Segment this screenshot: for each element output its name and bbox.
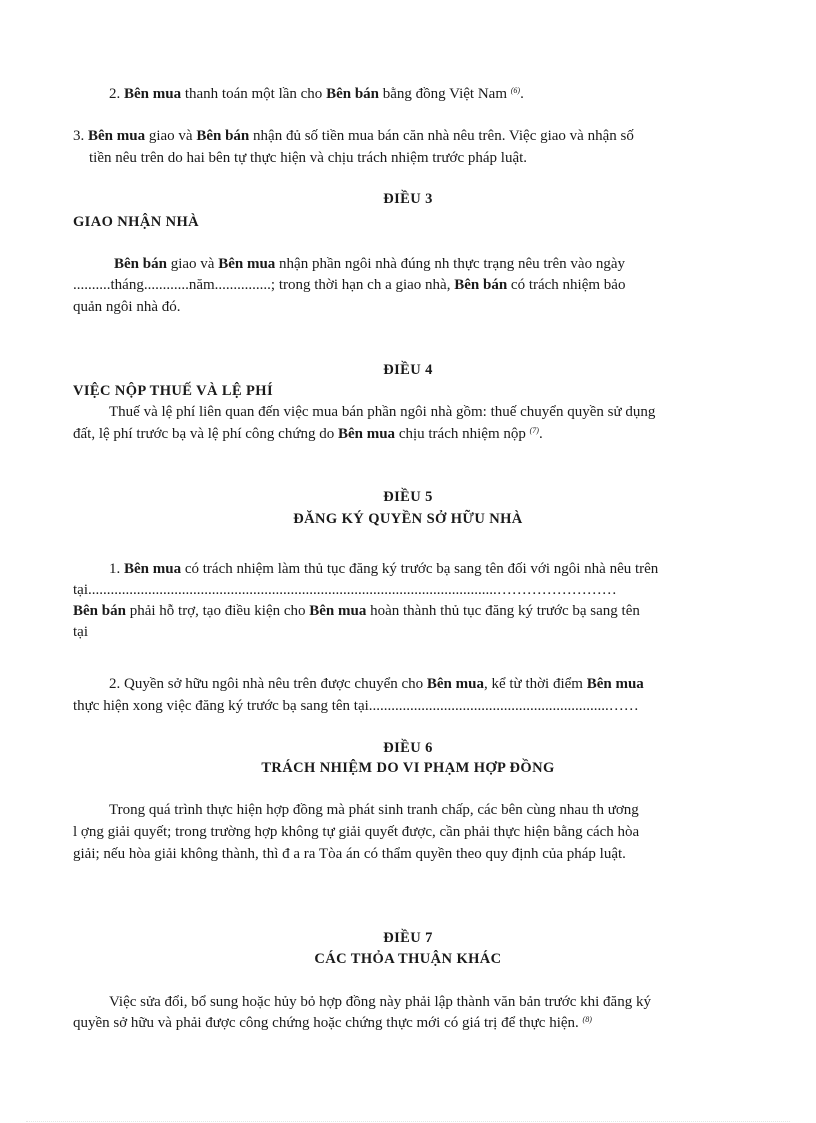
footnote-marker: (6) — [510, 86, 521, 95]
paragraph-text: . — [520, 86, 524, 102]
clause-3-paragraph-line-2: tiền nêu trên do hai bên tự thực hiện và chịu trách nhiệm trước pháp luật. — [89, 150, 528, 166]
paragraph-text: hoàn thành thủ tục đăng ký trước bạ sang tên — [366, 603, 640, 619]
paragraph-text: chịu trách nhiệm nộp — [395, 426, 530, 442]
article-5-item-1-line-1 — [109, 559, 658, 579]
article-3-number: ĐIỀU 3 — [383, 191, 433, 207]
party-seller: Bên bán — [196, 128, 250, 144]
party-buyer: Bên mua — [218, 256, 276, 272]
paragraph-text: có trách nhiệm bảo — [507, 277, 626, 293]
article-4-line-1: Thuế và lệ phí liên quan đến việc mua bán phần ngôi nhà gồm: thuế chuyển quyền sử dụng — [109, 404, 656, 420]
item-number: 1. — [109, 561, 121, 577]
footnote-marker: (8) — [582, 1015, 592, 1024]
article-5-item-1-line-3 — [73, 601, 640, 621]
party-seller: Bên bán — [114, 256, 167, 272]
paragraph-text: bằng đồng Việt Nam — [379, 86, 511, 102]
clause-2-paragraph — [109, 84, 524, 104]
paragraph-text: phải hỗ trợ, tạo điều kiện cho — [125, 603, 310, 619]
party-buyer: Bên mua — [337, 426, 396, 442]
paragraph-text: , kể từ thời điểm — [483, 676, 587, 692]
footnote-marker: (7) — [529, 426, 539, 435]
clause-3-paragraph-line-1 — [73, 126, 634, 146]
article-6-line-2: l ợng giải quyết; trong trường hợp không tự giải quyết được, cần phải thực hiện bằng cách hòa — [73, 824, 640, 840]
article-3-line-3: quản ngôi nhà đó. — [73, 299, 181, 315]
paragraph-text: ..........tháng............năm...............; trong thời hạn ch a giao nhà, — [73, 277, 455, 293]
party-buyer: Bên mua — [88, 128, 146, 144]
article-3-line-1 — [114, 254, 625, 274]
paragraph-text: nhận đủ số tiền mua bán căn nhà nêu trên. Việc giao và nhận số — [249, 128, 634, 144]
paragraph-text: Quyền sở hữu ngôi nhà nêu trên được chuyển cho — [120, 676, 427, 692]
article-5-item-2-line-1 — [109, 674, 644, 694]
article-7-title: CÁC THỎA THUẬN KHÁC — [314, 951, 502, 967]
party-seller: Bên bán — [326, 86, 380, 102]
paragraph-text: giao và — [145, 128, 197, 144]
article-4-title: VIỆC NỘP THUẾ VÀ LỆ PHÍ — [73, 383, 274, 399]
party-seller: Bên bán — [73, 603, 126, 619]
article-5-number: ĐIỀU 5 — [383, 489, 433, 505]
article-4-line-2 — [73, 424, 543, 444]
item-number: 3. — [73, 128, 85, 144]
party-buyer: Bên mua — [309, 603, 367, 619]
article-6-line-3: giải; nếu hòa giải không thành, thì đ a ra Tòa án có thẩm quyền theo quy định của pháp luật. — [73, 846, 626, 862]
paragraph-text: nhận phần ngôi nhà đúng nh thực trạng nêu trên vào ngày — [275, 256, 625, 272]
party-buyer: Bên mua — [124, 86, 182, 102]
article-7-number: ĐIỀU 7 — [383, 930, 433, 946]
item-number: 2. — [109, 676, 121, 692]
party-buyer: Bên mua — [124, 561, 182, 577]
party-buyer: Bên mua — [586, 676, 644, 692]
article-3-title: GIAO NHẬN NHÀ — [73, 214, 200, 230]
article-7-line-1: Việc sửa đổi, bổ sung hoặc hủy bỏ hợp đồng này phải lập thành văn bản trước khi đăng ký — [109, 994, 651, 1010]
paragraph-text: giao và — [166, 256, 219, 272]
article-5-item-1-line-4: tại — [73, 624, 88, 640]
party-buyer: Bên mua — [426, 676, 484, 692]
page-bottom-divider — [26, 1121, 790, 1122]
paragraph-text: . — [538, 426, 543, 442]
article-5-item-1-line-2: tại.............................................................................................................…………………… — [73, 582, 617, 598]
article-6-line-1: Trong quá trình thực hiện hợp đồng mà phát sinh tranh chấp, các bên cùng nhau th ương — [109, 802, 639, 818]
article-5-title: ĐĂNG KÝ QUYỀN SỞ HỮU NHÀ — [293, 511, 523, 527]
paragraph-text: đất, lệ phí trước bạ và lệ phí công chứng do — [73, 426, 338, 442]
article-5-item-2-line-2: thực hiện xong việc đăng ký trước bạ sang tên tại................................................................…… — [73, 698, 639, 714]
article-3-line-2 — [73, 275, 625, 295]
paragraph-text: có trách nhiệm làm thủ tục đăng ký trước bạ sang tên đối với ngôi nhà nêu trên — [181, 561, 659, 577]
paragraph-text: thanh toán một lần cho — [181, 86, 327, 102]
article-6-number: ĐIỀU 6 — [383, 740, 433, 756]
item-number: 2. — [109, 86, 121, 102]
article-6-title: TRÁCH NHIỆM DO VI PHẠM HỢP ĐỒNG — [261, 760, 555, 776]
paragraph-text: quyền sở hữu và phải được công chứng hoặc chứng thực mới có giá trị để thực hiện. — [73, 1015, 583, 1031]
party-seller: Bên bán — [454, 277, 508, 293]
article-7-line-2 — [73, 1013, 592, 1033]
article-4-number: ĐIỀU 4 — [383, 362, 433, 378]
